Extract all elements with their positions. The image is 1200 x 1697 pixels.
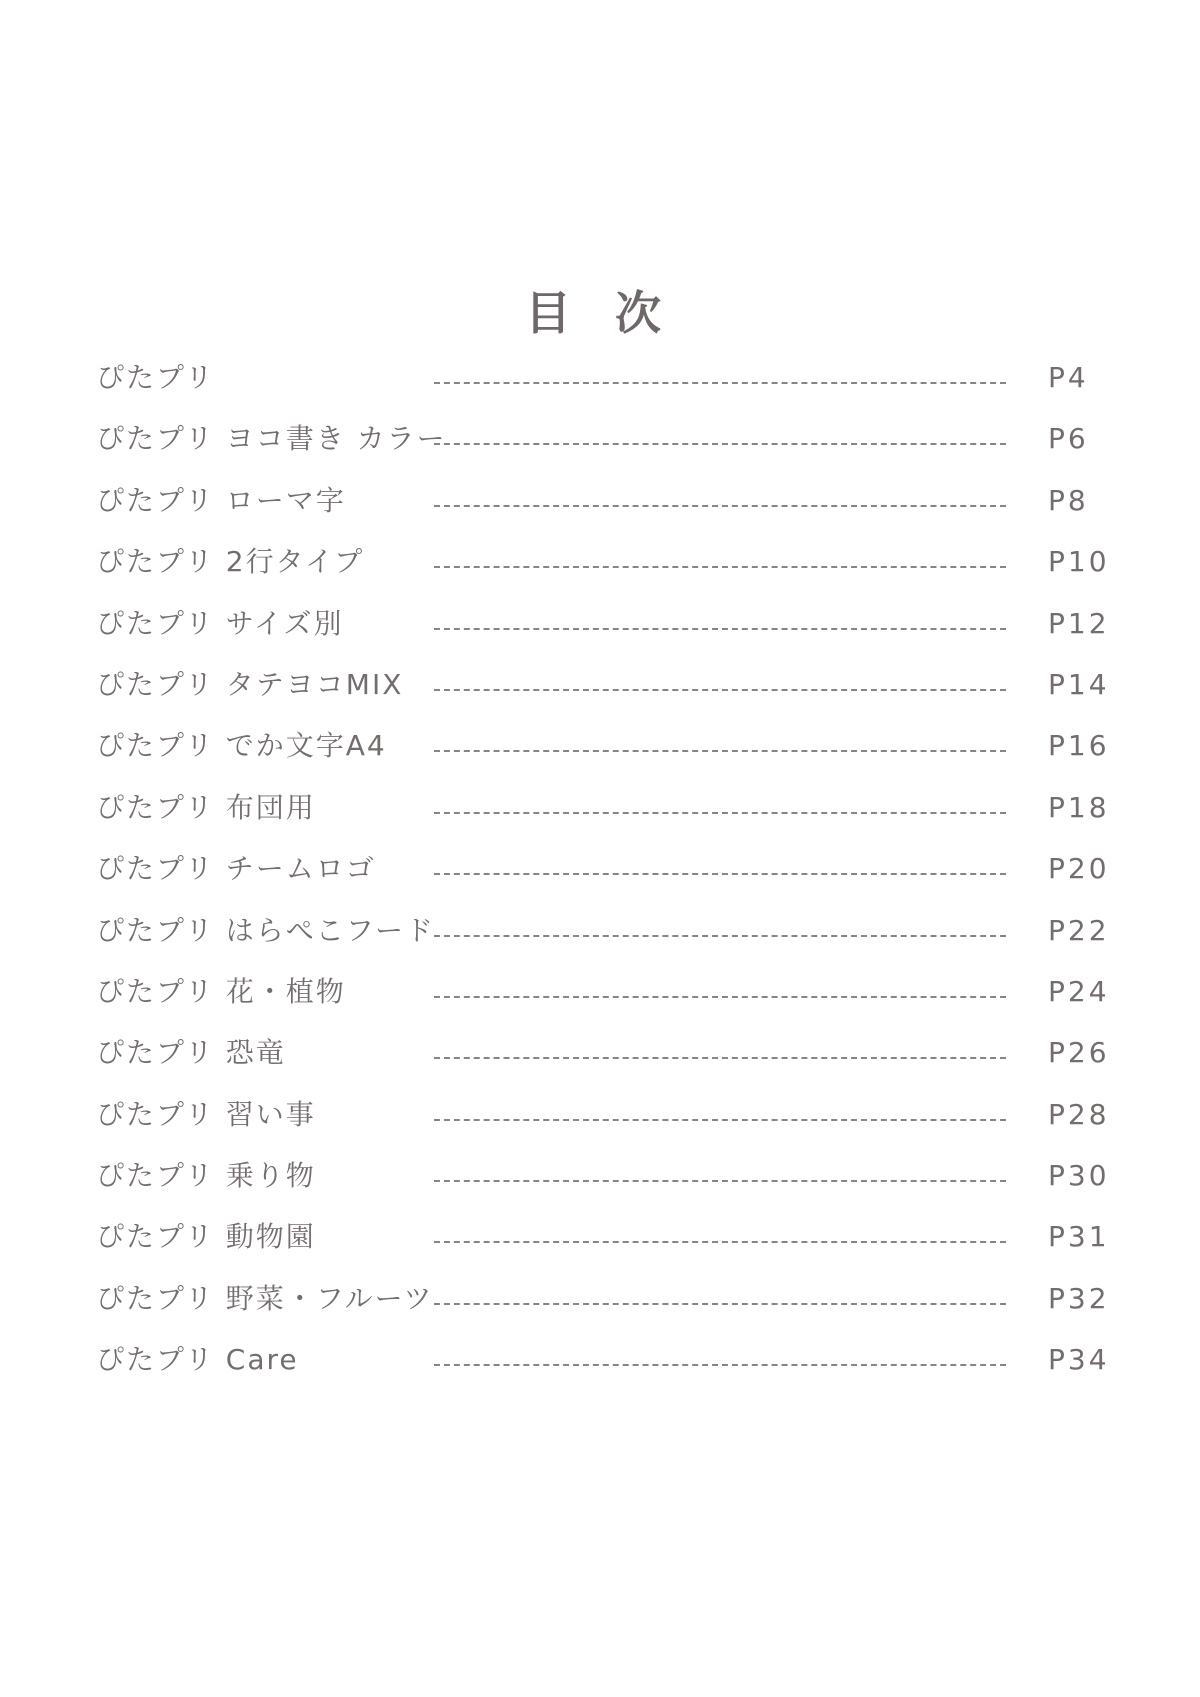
dotted-leader (434, 382, 1006, 384)
toc-page-number: P14 (1048, 667, 1110, 701)
toc-entry-label: ぴたプリ ローマ字 (96, 483, 346, 517)
toc-page-number: P34 (1048, 1343, 1110, 1377)
toc-row[interactable] (0, 1156, 1200, 1217)
dotted-leader (434, 1364, 1006, 1366)
toc-row[interactable] (0, 665, 1200, 726)
toc-entry-label: ぴたプリ 2行タイプ (96, 545, 365, 579)
toc-entry-label: ぴたプリ 習い事 (96, 1097, 316, 1131)
toc-page-number: P6 (1048, 422, 1089, 456)
toc-entry-label: ぴたプリ 花・植物 (96, 974, 346, 1008)
dotted-leader (434, 1057, 1006, 1059)
toc-page-number: P18 (1048, 790, 1110, 824)
toc-row[interactable] (0, 542, 1200, 603)
dotted-leader (434, 1119, 1006, 1121)
toc-entry-label: ぴたプリ ヨコ書き カラー (96, 422, 447, 456)
dotted-leader (434, 812, 1006, 814)
dotted-leader (434, 689, 1006, 691)
dotted-leader (434, 566, 1006, 568)
toc-row[interactable] (0, 1217, 1200, 1278)
toc-entry-label: ぴたプリ 野菜・フルーツ (96, 1281, 434, 1315)
toc-entry-label: ぴたプリ サイズ別 (96, 606, 344, 640)
toc-row[interactable] (0, 1340, 1200, 1401)
toc-entry-label: ぴたプリ 動物園 (96, 1220, 316, 1254)
toc-row[interactable] (0, 849, 1200, 910)
toc-row[interactable] (0, 972, 1200, 1033)
toc-entry-label: ぴたプリ はらぺこフード (96, 913, 435, 947)
dotted-leader (434, 750, 1006, 752)
toc-page-number: P32 (1048, 1281, 1110, 1315)
toc-entry-label: ぴたプリ 乗り物 (96, 1159, 316, 1193)
dotted-leader (434, 1180, 1006, 1182)
toc-row[interactable] (0, 419, 1200, 480)
dotted-leader (434, 505, 1006, 507)
toc-row[interactable] (0, 1095, 1200, 1156)
toc-row[interactable] (0, 726, 1200, 787)
toc-page-number: P12 (1048, 606, 1110, 640)
toc-entry-label: ぴたプリ (96, 361, 215, 394)
toc-entry-label: ぴたプリ でか文字A4 (96, 729, 387, 763)
toc-entry-label: ぴたプリ 恐竜 (96, 1036, 286, 1070)
toc-row[interactable] (0, 481, 1200, 542)
dotted-leader (434, 1303, 1006, 1305)
toc-page-number: P8 (1048, 483, 1089, 517)
toc-page-number: P24 (1048, 974, 1110, 1008)
toc-row[interactable] (0, 911, 1200, 972)
dotted-leader (434, 935, 1006, 937)
toc-page-number: P26 (1048, 1036, 1110, 1070)
toc-page-number: P28 (1048, 1097, 1110, 1131)
dotted-leader (434, 443, 1006, 445)
toc-row[interactable] (0, 1279, 1200, 1340)
toc-page-number: P20 (1048, 852, 1110, 886)
toc-entry-label: ぴたプリ タテヨコMIX (96, 667, 404, 701)
page-title: 目 次 (524, 285, 675, 340)
toc-list (0, 358, 1200, 1402)
toc-entry-label: ぴたプリ 布団用 (96, 790, 316, 824)
toc-page-number: P30 (1048, 1159, 1110, 1193)
dotted-leader (434, 1241, 1006, 1243)
toc-entry-label: ぴたプリ Care (96, 1343, 299, 1377)
toc-page-number: P10 (1048, 545, 1110, 579)
toc-page-number: P22 (1048, 913, 1110, 947)
dotted-leader (434, 628, 1006, 630)
dotted-leader (434, 996, 1006, 998)
toc-row[interactable] (0, 358, 1200, 419)
toc-page-number: P4 (1048, 361, 1089, 394)
toc-row[interactable] (0, 788, 1200, 849)
toc-row[interactable] (0, 1033, 1200, 1094)
toc-entry-label: ぴたプリ チームロゴ (96, 852, 376, 886)
toc-row[interactable] (0, 604, 1200, 665)
toc-page-number: P16 (1048, 729, 1110, 763)
toc-page-number: P31 (1048, 1220, 1110, 1254)
dotted-leader (434, 873, 1006, 875)
